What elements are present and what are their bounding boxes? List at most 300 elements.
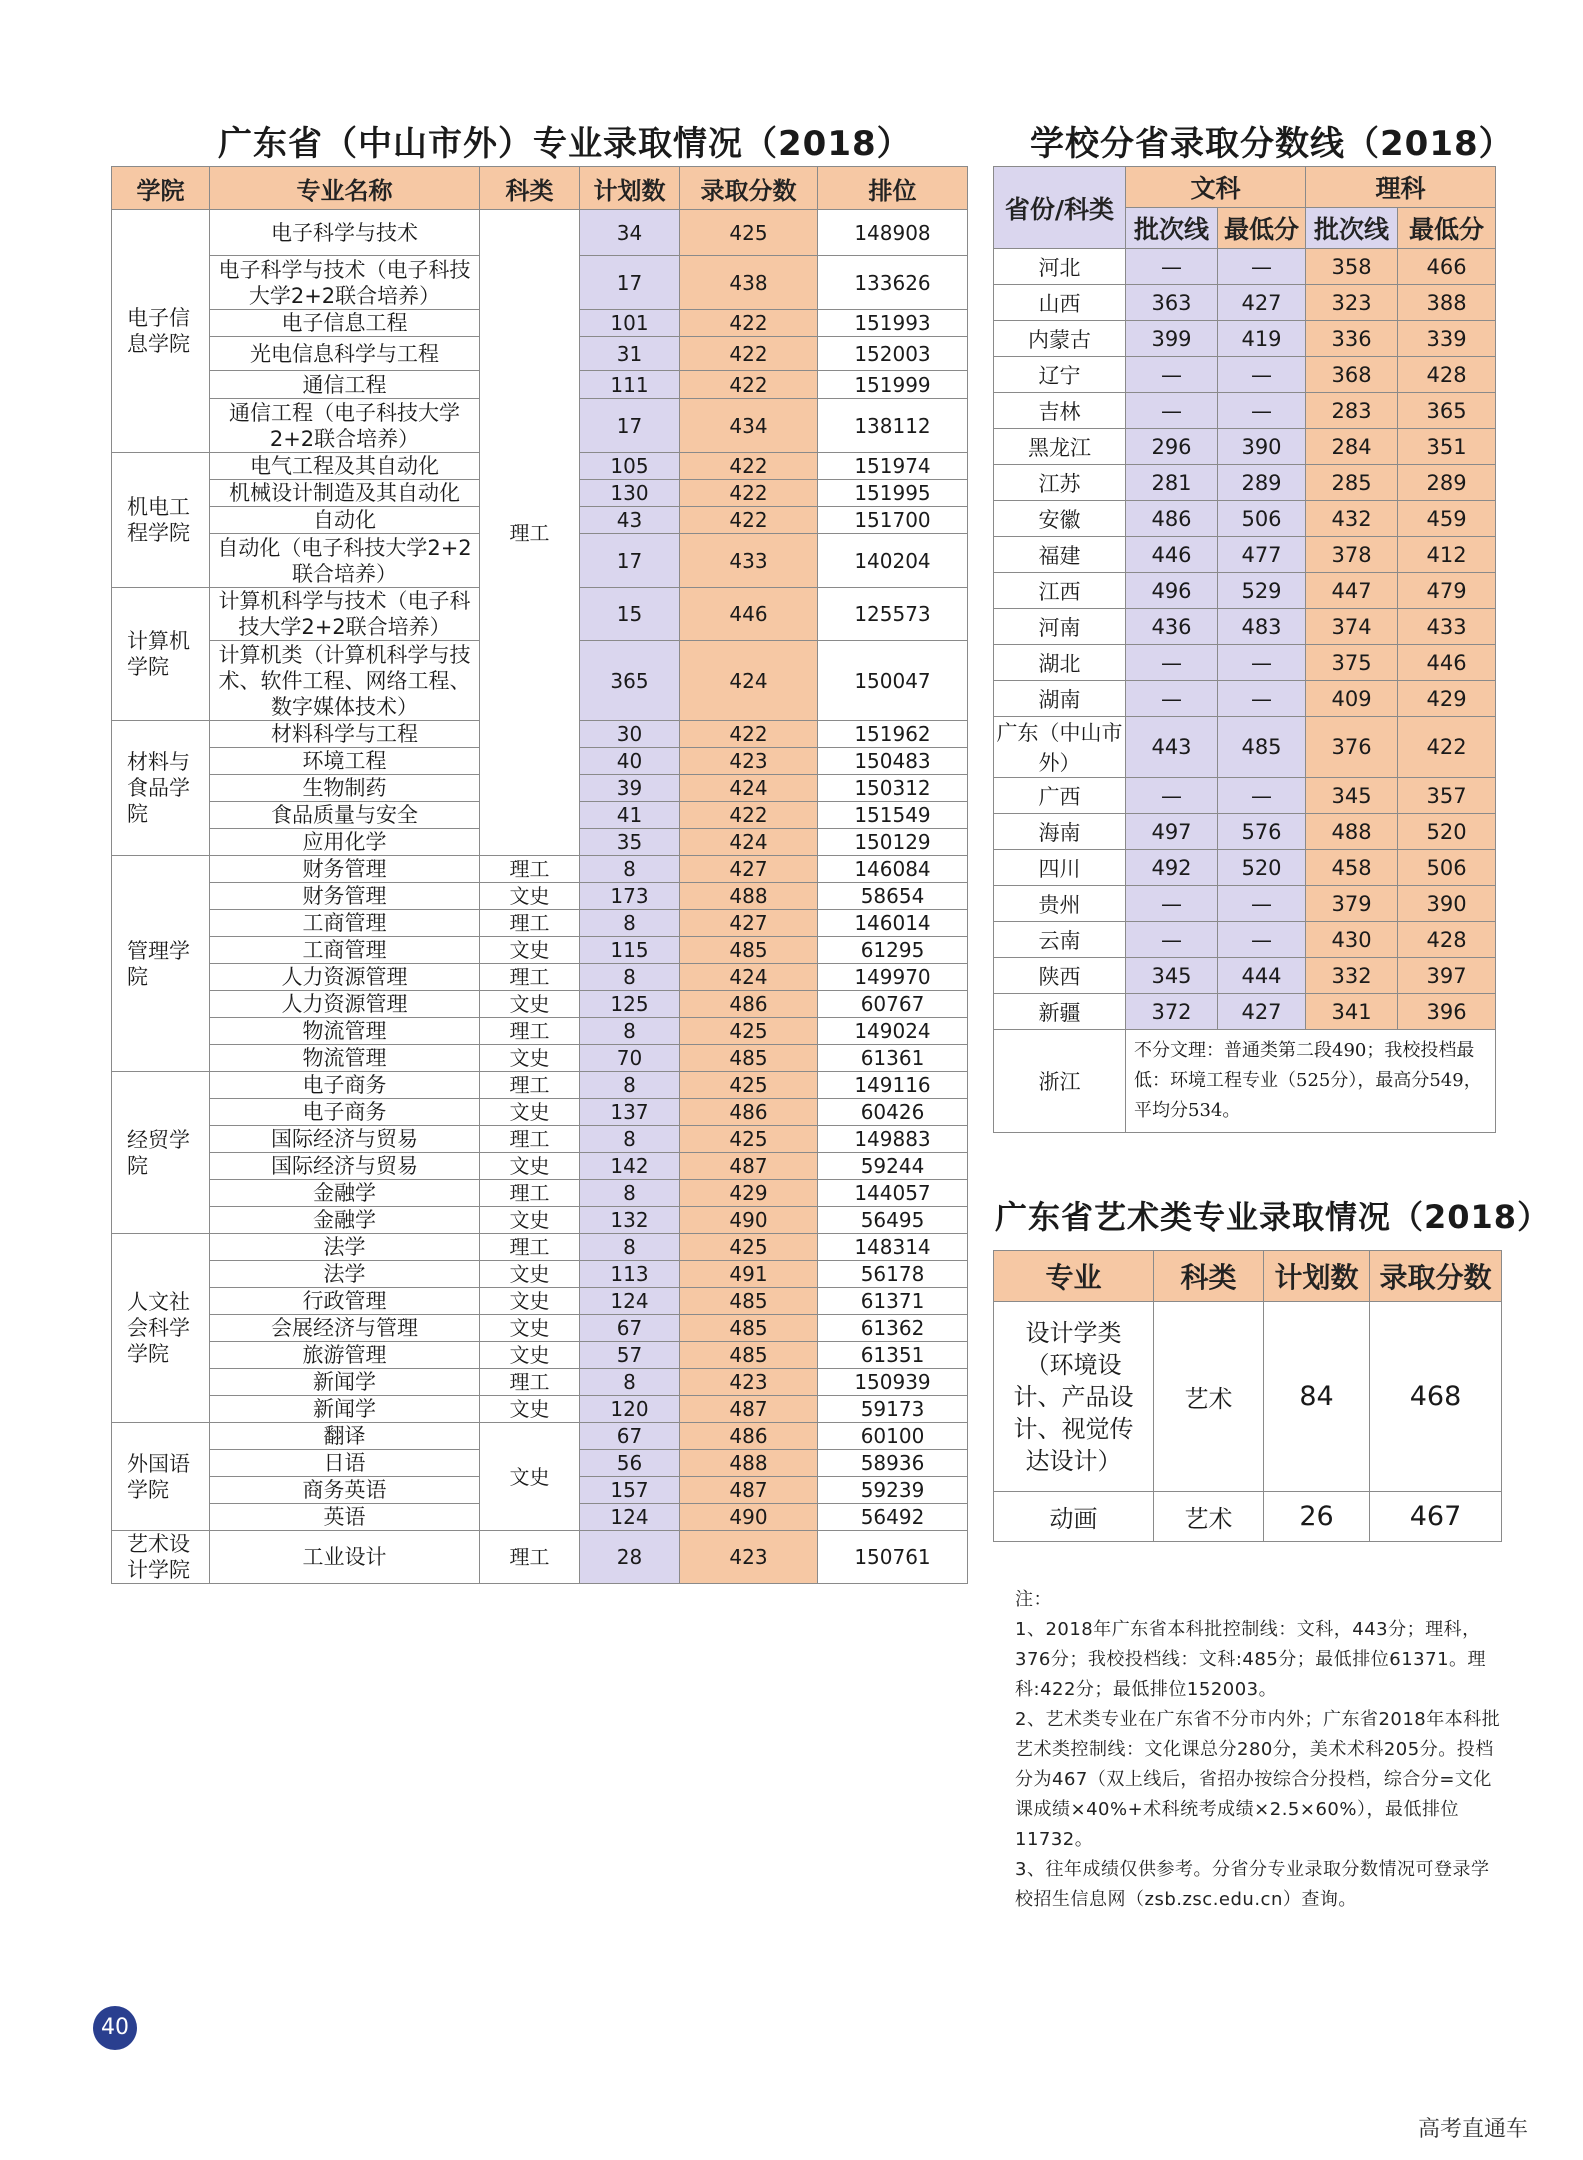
- plan-count: 8: [580, 1180, 680, 1207]
- college-name: 经贸学院: [112, 1072, 210, 1234]
- like-min: 365: [1398, 393, 1496, 429]
- province-name: 浙江: [994, 1030, 1126, 1133]
- plan-count: 124: [580, 1504, 680, 1531]
- wenke-batch: 497: [1126, 814, 1218, 850]
- admit-score: 424: [680, 775, 818, 802]
- major-name: 工商管理: [210, 937, 480, 964]
- subject-type: 理工: [480, 1018, 580, 1045]
- province-row: [994, 717, 1496, 778]
- plan-count: 157: [580, 1477, 680, 1504]
- admit-score: 490: [680, 1207, 818, 1234]
- subject-type: 文史: [480, 1288, 580, 1315]
- plan-count: 8: [580, 856, 680, 883]
- rank: 151993: [818, 310, 968, 337]
- rank: 58654: [818, 883, 968, 910]
- subject-type: 文史: [480, 1045, 580, 1072]
- wenke-min: 289: [1218, 465, 1306, 501]
- table-row: [112, 910, 968, 937]
- admit-score: 485: [680, 937, 818, 964]
- rank: 60100: [818, 1423, 968, 1450]
- art-table: [993, 1250, 1502, 1542]
- art-header-score: 录取分数: [1370, 1251, 1502, 1302]
- subject-type: 理工: [480, 210, 580, 856]
- admit-score: 425: [680, 1072, 818, 1099]
- table-row: [112, 883, 968, 910]
- subject-type: 理工: [480, 1369, 580, 1396]
- plan-count: 39: [580, 775, 680, 802]
- province-row: [994, 778, 1496, 814]
- subject-type: 文史: [480, 1423, 580, 1531]
- admit-score: 486: [680, 1099, 818, 1126]
- college-name: 艺术设计学院: [112, 1531, 210, 1584]
- admit-score: 485: [680, 1315, 818, 1342]
- art-major: 设计学类（环境设计、产品设计、视觉传达设计）: [994, 1302, 1154, 1492]
- rank: 149116: [818, 1072, 968, 1099]
- college-name: 电子信息学院: [112, 210, 210, 453]
- like-min: 433: [1398, 609, 1496, 645]
- header-type: 科类: [480, 167, 580, 210]
- rank: 56178: [818, 1261, 968, 1288]
- college-name: 外国语学院: [112, 1423, 210, 1531]
- wenke-min: 483: [1218, 609, 1306, 645]
- admit-score: 424: [680, 964, 818, 991]
- major-name: 电子科学与技术: [210, 210, 480, 256]
- rank: 152003: [818, 337, 968, 371]
- like-min: 388: [1398, 285, 1496, 321]
- plan-count: 115: [580, 937, 680, 964]
- like-batch: 332: [1306, 958, 1398, 994]
- table-row: [112, 1396, 968, 1423]
- admit-score: 490: [680, 1504, 818, 1531]
- subject-type: 理工: [480, 1180, 580, 1207]
- notes-block: [1015, 1585, 1507, 1915]
- rank: 59173: [818, 1396, 968, 1423]
- major-name: 工商管理: [210, 910, 480, 937]
- plan-count: 43: [580, 507, 680, 534]
- plan-count: 132: [580, 1207, 680, 1234]
- art-table-title: 广东省艺术类专业录取情况（2018）: [995, 1198, 1551, 1236]
- like-min: 459: [1398, 501, 1496, 537]
- admit-score: 434: [680, 399, 818, 453]
- table-row: [112, 1072, 968, 1099]
- subject-type: 文史: [480, 991, 580, 1018]
- major-name: 工业设计: [210, 1531, 480, 1584]
- province-name: 内蒙古: [994, 321, 1126, 357]
- admit-score: 487: [680, 1477, 818, 1504]
- like-batch: 409: [1306, 681, 1398, 717]
- province-row: [994, 393, 1496, 429]
- rank: 150483: [818, 748, 968, 775]
- college-name: 材料与食品学院: [112, 721, 210, 856]
- rank: 148314: [818, 1234, 968, 1261]
- art-type: 艺术: [1154, 1492, 1264, 1542]
- like-batch: 458: [1306, 850, 1398, 886]
- like-batch: 447: [1306, 573, 1398, 609]
- admit-score: 424: [680, 641, 818, 721]
- province-row: [994, 958, 1496, 994]
- admit-score: 438: [680, 256, 818, 310]
- province-name: 黑龙江: [994, 429, 1126, 465]
- wenke-min: —: [1218, 645, 1306, 681]
- province-name: 辽宁: [994, 357, 1126, 393]
- rank: 149970: [818, 964, 968, 991]
- admit-score: 491: [680, 1261, 818, 1288]
- rank: 61351: [818, 1342, 968, 1369]
- header-plan: 计划数: [580, 167, 680, 210]
- wenke-min: —: [1218, 357, 1306, 393]
- admit-score: 422: [680, 721, 818, 748]
- wenke-batch: 296: [1126, 429, 1218, 465]
- wenke-batch: —: [1126, 249, 1218, 285]
- plan-count: 70: [580, 1045, 680, 1072]
- wenke-batch: 399: [1126, 321, 1218, 357]
- like-min: 351: [1398, 429, 1496, 465]
- subject-type: 文史: [480, 883, 580, 910]
- rank: 140204: [818, 534, 968, 588]
- wenke-batch: 363: [1126, 285, 1218, 321]
- admit-score: 485: [680, 1045, 818, 1072]
- college-name: 机电工程学院: [112, 453, 210, 588]
- like-min: 390: [1398, 886, 1496, 922]
- subject-type: 理工: [480, 1234, 580, 1261]
- table-row: [112, 1261, 968, 1288]
- province-row: [994, 285, 1496, 321]
- art-header-major: 专业: [994, 1251, 1154, 1302]
- wenke-batch: —: [1126, 886, 1218, 922]
- subject-type: 文史: [480, 1207, 580, 1234]
- province-name: 江西: [994, 573, 1126, 609]
- major-name: 通信工程（电子科技大学2+2联合培养）: [210, 399, 480, 453]
- table-row: [112, 1207, 968, 1234]
- plan-count: 67: [580, 1423, 680, 1450]
- plan-count: 173: [580, 883, 680, 910]
- art-row: [994, 1302, 1502, 1492]
- like-batch: 341: [1306, 994, 1398, 1030]
- major-name: 法学: [210, 1234, 480, 1261]
- admit-score: 446: [680, 588, 818, 641]
- major-name: 国际经济与贸易: [210, 1126, 480, 1153]
- rank: 125573: [818, 588, 968, 641]
- table-row: [112, 937, 968, 964]
- subject-type: 文史: [480, 937, 580, 964]
- rank: 149883: [818, 1126, 968, 1153]
- table-row: [112, 210, 968, 256]
- wenke-batch: —: [1126, 393, 1218, 429]
- wenke-batch: 436: [1126, 609, 1218, 645]
- table-row: [112, 1099, 968, 1126]
- major-name: 通信工程: [210, 371, 480, 399]
- like-min: 506: [1398, 850, 1496, 886]
- plan-count: 15: [580, 588, 680, 641]
- admit-score: 488: [680, 1450, 818, 1477]
- like-min: 479: [1398, 573, 1496, 609]
- admit-score: 423: [680, 748, 818, 775]
- major-name: 日语: [210, 1450, 480, 1477]
- header-rank: 排位: [818, 167, 968, 210]
- admit-score: 422: [680, 507, 818, 534]
- like-batch: 283: [1306, 393, 1398, 429]
- rank: 148908: [818, 210, 968, 256]
- rank: 150047: [818, 641, 968, 721]
- major-name: 电子商务: [210, 1072, 480, 1099]
- admit-score: 433: [680, 534, 818, 588]
- wenke-batch: —: [1126, 645, 1218, 681]
- wenke-min: 477: [1218, 537, 1306, 573]
- plan-count: 8: [580, 910, 680, 937]
- like-batch: 374: [1306, 609, 1398, 645]
- rank: 61362: [818, 1315, 968, 1342]
- wenke-batch: 443: [1126, 717, 1218, 778]
- rank: 151974: [818, 453, 968, 480]
- rank: 58936: [818, 1450, 968, 1477]
- province-table: [993, 166, 1496, 1133]
- rank: 151549: [818, 802, 968, 829]
- rank: 149024: [818, 1018, 968, 1045]
- province-row: [994, 573, 1496, 609]
- like-batch: 379: [1306, 886, 1398, 922]
- rank: 61295: [818, 937, 968, 964]
- major-name: 会展经济与管理: [210, 1315, 480, 1342]
- admit-score: 485: [680, 1342, 818, 1369]
- province-name: 湖北: [994, 645, 1126, 681]
- subject-type: 文史: [480, 1315, 580, 1342]
- province-row: [994, 321, 1496, 357]
- wenke-batch: 281: [1126, 465, 1218, 501]
- province-row-zhejiang: [994, 1030, 1496, 1133]
- province-row: [994, 429, 1496, 465]
- wenke-batch: —: [1126, 681, 1218, 717]
- college-name: 管理学院: [112, 856, 210, 1072]
- wenke-batch: 372: [1126, 994, 1218, 1030]
- admit-score: 429: [680, 1180, 818, 1207]
- like-batch: 345: [1306, 778, 1398, 814]
- admit-score: 487: [680, 1396, 818, 1423]
- major-name: 翻译: [210, 1423, 480, 1450]
- art-plan: 84: [1264, 1302, 1370, 1492]
- major-name: 电子商务: [210, 1099, 480, 1126]
- subject-type: 文史: [480, 1342, 580, 1369]
- province-row: [994, 886, 1496, 922]
- like-min: 397: [1398, 958, 1496, 994]
- plan-count: 17: [580, 534, 680, 588]
- rank: 60426: [818, 1099, 968, 1126]
- major-name: 计算机类（计算机科学与技术、软件工程、网络工程、数字媒体技术）: [210, 641, 480, 721]
- admit-score: 486: [680, 1423, 818, 1450]
- subject-type: 理工: [480, 1072, 580, 1099]
- rank: 144057: [818, 1180, 968, 1207]
- admit-score: 422: [680, 802, 818, 829]
- major-name: 自动化: [210, 507, 480, 534]
- like-batch: 323: [1306, 285, 1398, 321]
- watermark: 高考直通车: [1418, 2117, 1529, 2142]
- like-batch: 375: [1306, 645, 1398, 681]
- plan-count: 130: [580, 480, 680, 507]
- table-row: [112, 1288, 968, 1315]
- subject-type: 理工: [480, 910, 580, 937]
- table-row: [112, 1369, 968, 1396]
- plan-count: 8: [580, 1369, 680, 1396]
- table-row: [112, 1234, 968, 1261]
- major-name: 人力资源管理: [210, 991, 480, 1018]
- plan-count: 101: [580, 310, 680, 337]
- plan-count: 111: [580, 371, 680, 399]
- wenke-min: —: [1218, 249, 1306, 285]
- admit-score: 423: [680, 1369, 818, 1396]
- major-name: 旅游管理: [210, 1342, 480, 1369]
- rank: 146014: [818, 910, 968, 937]
- plan-count: 30: [580, 721, 680, 748]
- plan-count: 137: [580, 1099, 680, 1126]
- plan-count: 28: [580, 1531, 680, 1584]
- province-name: 云南: [994, 922, 1126, 958]
- admit-score: 486: [680, 991, 818, 1018]
- major-name: 人力资源管理: [210, 964, 480, 991]
- plan-count: 57: [580, 1342, 680, 1369]
- wenke-min: 506: [1218, 501, 1306, 537]
- table-row: [112, 991, 968, 1018]
- table-row: [112, 964, 968, 991]
- plan-count: 34: [580, 210, 680, 256]
- like-min: 357: [1398, 778, 1496, 814]
- rank: 59239: [818, 1477, 968, 1504]
- plan-count: 35: [580, 829, 680, 856]
- major-name: 自动化（电子科技大学2+2联合培养）: [210, 534, 480, 588]
- header-like-min: 最低分: [1398, 208, 1496, 249]
- subject-type: 理工: [480, 964, 580, 991]
- table-row: [112, 1423, 968, 1450]
- header-major: 专业名称: [210, 167, 480, 210]
- plan-count: 365: [580, 641, 680, 721]
- table-row: [112, 1153, 968, 1180]
- note-item: 2、艺术类专业在广东省不分市内外；广东省2018年本科批艺术类控制线：文化课总分280分，美术术科205分。投档分为467（双上线后，省招办按综合分投档，综合分=文化课成绩×40%+术科统考成绩×2.5×60%），最低排位11732。: [1015, 1709, 1501, 1850]
- major-name: 机械设计制造及其自动化: [210, 480, 480, 507]
- province-row: [994, 681, 1496, 717]
- plan-count: 105: [580, 453, 680, 480]
- art-row: [994, 1492, 1502, 1542]
- admit-score: 427: [680, 856, 818, 883]
- wenke-min: 520: [1218, 850, 1306, 886]
- wenke-min: 427: [1218, 285, 1306, 321]
- plan-count: 40: [580, 748, 680, 775]
- province-row: [994, 994, 1496, 1030]
- province-name: 福建: [994, 537, 1126, 573]
- header-wenke-batch: 批次线: [1126, 208, 1218, 249]
- admit-score: 485: [680, 1288, 818, 1315]
- art-score: 467: [1370, 1492, 1502, 1542]
- wenke-min: 529: [1218, 573, 1306, 609]
- rank: 61371: [818, 1288, 968, 1315]
- like-batch: 432: [1306, 501, 1398, 537]
- major-name: 计算机科学与技术（电子科技大学2+2联合培养）: [210, 588, 480, 641]
- major-name: 光电信息科学与工程: [210, 337, 480, 371]
- major-name: 新闻学: [210, 1396, 480, 1423]
- wenke-min: 485: [1218, 717, 1306, 778]
- admit-score: 424: [680, 829, 818, 856]
- wenke-min: —: [1218, 886, 1306, 922]
- province-row: [994, 465, 1496, 501]
- like-batch: 376: [1306, 717, 1398, 778]
- province-row: [994, 357, 1496, 393]
- rank: 150129: [818, 829, 968, 856]
- subject-type: 文史: [480, 1396, 580, 1423]
- major-name: 行政管理: [210, 1288, 480, 1315]
- rank: 151999: [818, 371, 968, 399]
- admit-score: 425: [680, 210, 818, 256]
- wenke-min: —: [1218, 681, 1306, 717]
- plan-count: 125: [580, 991, 680, 1018]
- major-name: 电子信息工程: [210, 310, 480, 337]
- wenke-batch: 492: [1126, 850, 1218, 886]
- like-min: 428: [1398, 357, 1496, 393]
- wenke-min: 444: [1218, 958, 1306, 994]
- rank: 146084: [818, 856, 968, 883]
- major-name: 国际经济与贸易: [210, 1153, 480, 1180]
- header-wenke-min: 最低分: [1218, 208, 1306, 249]
- plan-count: 8: [580, 964, 680, 991]
- plan-count: 17: [580, 399, 680, 453]
- notes-title: 注：: [1015, 1589, 1052, 1610]
- wenke-min: —: [1218, 778, 1306, 814]
- province-name: 海南: [994, 814, 1126, 850]
- like-batch: 358: [1306, 249, 1398, 285]
- admit-score: 422: [680, 453, 818, 480]
- art-plan: 26: [1264, 1492, 1370, 1542]
- header-wenke: 文科: [1126, 167, 1306, 208]
- like-batch: 368: [1306, 357, 1398, 393]
- province-name: 广西: [994, 778, 1126, 814]
- header-like: 理科: [1306, 167, 1496, 208]
- like-batch: 284: [1306, 429, 1398, 465]
- province-row: [994, 501, 1496, 537]
- major-name: 财务管理: [210, 883, 480, 910]
- rank: 151700: [818, 507, 968, 534]
- admit-score: 422: [680, 371, 818, 399]
- plan-count: 41: [580, 802, 680, 829]
- table-row: [112, 1045, 968, 1072]
- admit-score: 425: [680, 1234, 818, 1261]
- header-college: 学院: [112, 167, 210, 210]
- province-name: 贵州: [994, 886, 1126, 922]
- plan-count: 8: [580, 1126, 680, 1153]
- wenke-batch: 486: [1126, 501, 1218, 537]
- admission-header-row: [112, 167, 968, 210]
- main-table-title: 广东省（中山市外）专业录取情况（2018）: [218, 124, 912, 164]
- admit-score: 422: [680, 310, 818, 337]
- subject-type: 文史: [480, 1153, 580, 1180]
- wenke-min: 427: [1218, 994, 1306, 1030]
- rank: 56495: [818, 1207, 968, 1234]
- admit-score: 423: [680, 1531, 818, 1584]
- like-min: 520: [1398, 814, 1496, 850]
- art-header-type: 科类: [1154, 1251, 1264, 1302]
- province-row: [994, 645, 1496, 681]
- table-row: [112, 1342, 968, 1369]
- wenke-min: —: [1218, 393, 1306, 429]
- note-item: 1、2018年广东省本科批控制线：文科，443分；理科，376分；我校投档线：文科:485分；最低排位61371。理科:422分；最低排位152003。: [1015, 1619, 1487, 1700]
- college-name: 人文社会科学学院: [112, 1234, 210, 1423]
- college-name: 计算机学院: [112, 588, 210, 721]
- plan-count: 67: [580, 1315, 680, 1342]
- major-name: 物流管理: [210, 1045, 480, 1072]
- table-row: [112, 1531, 968, 1584]
- province-name: 安徽: [994, 501, 1126, 537]
- note-item: 3、往年成绩仅供参考。分省分专业录取分数情况可登录学校招生信息网（zsb.zsc.edu.cn）查询。: [1015, 1859, 1490, 1910]
- province-row: [994, 609, 1496, 645]
- like-min: 422: [1398, 717, 1496, 778]
- province-name: 陕西: [994, 958, 1126, 994]
- rank: 133626: [818, 256, 968, 310]
- subject-type: 文史: [480, 1099, 580, 1126]
